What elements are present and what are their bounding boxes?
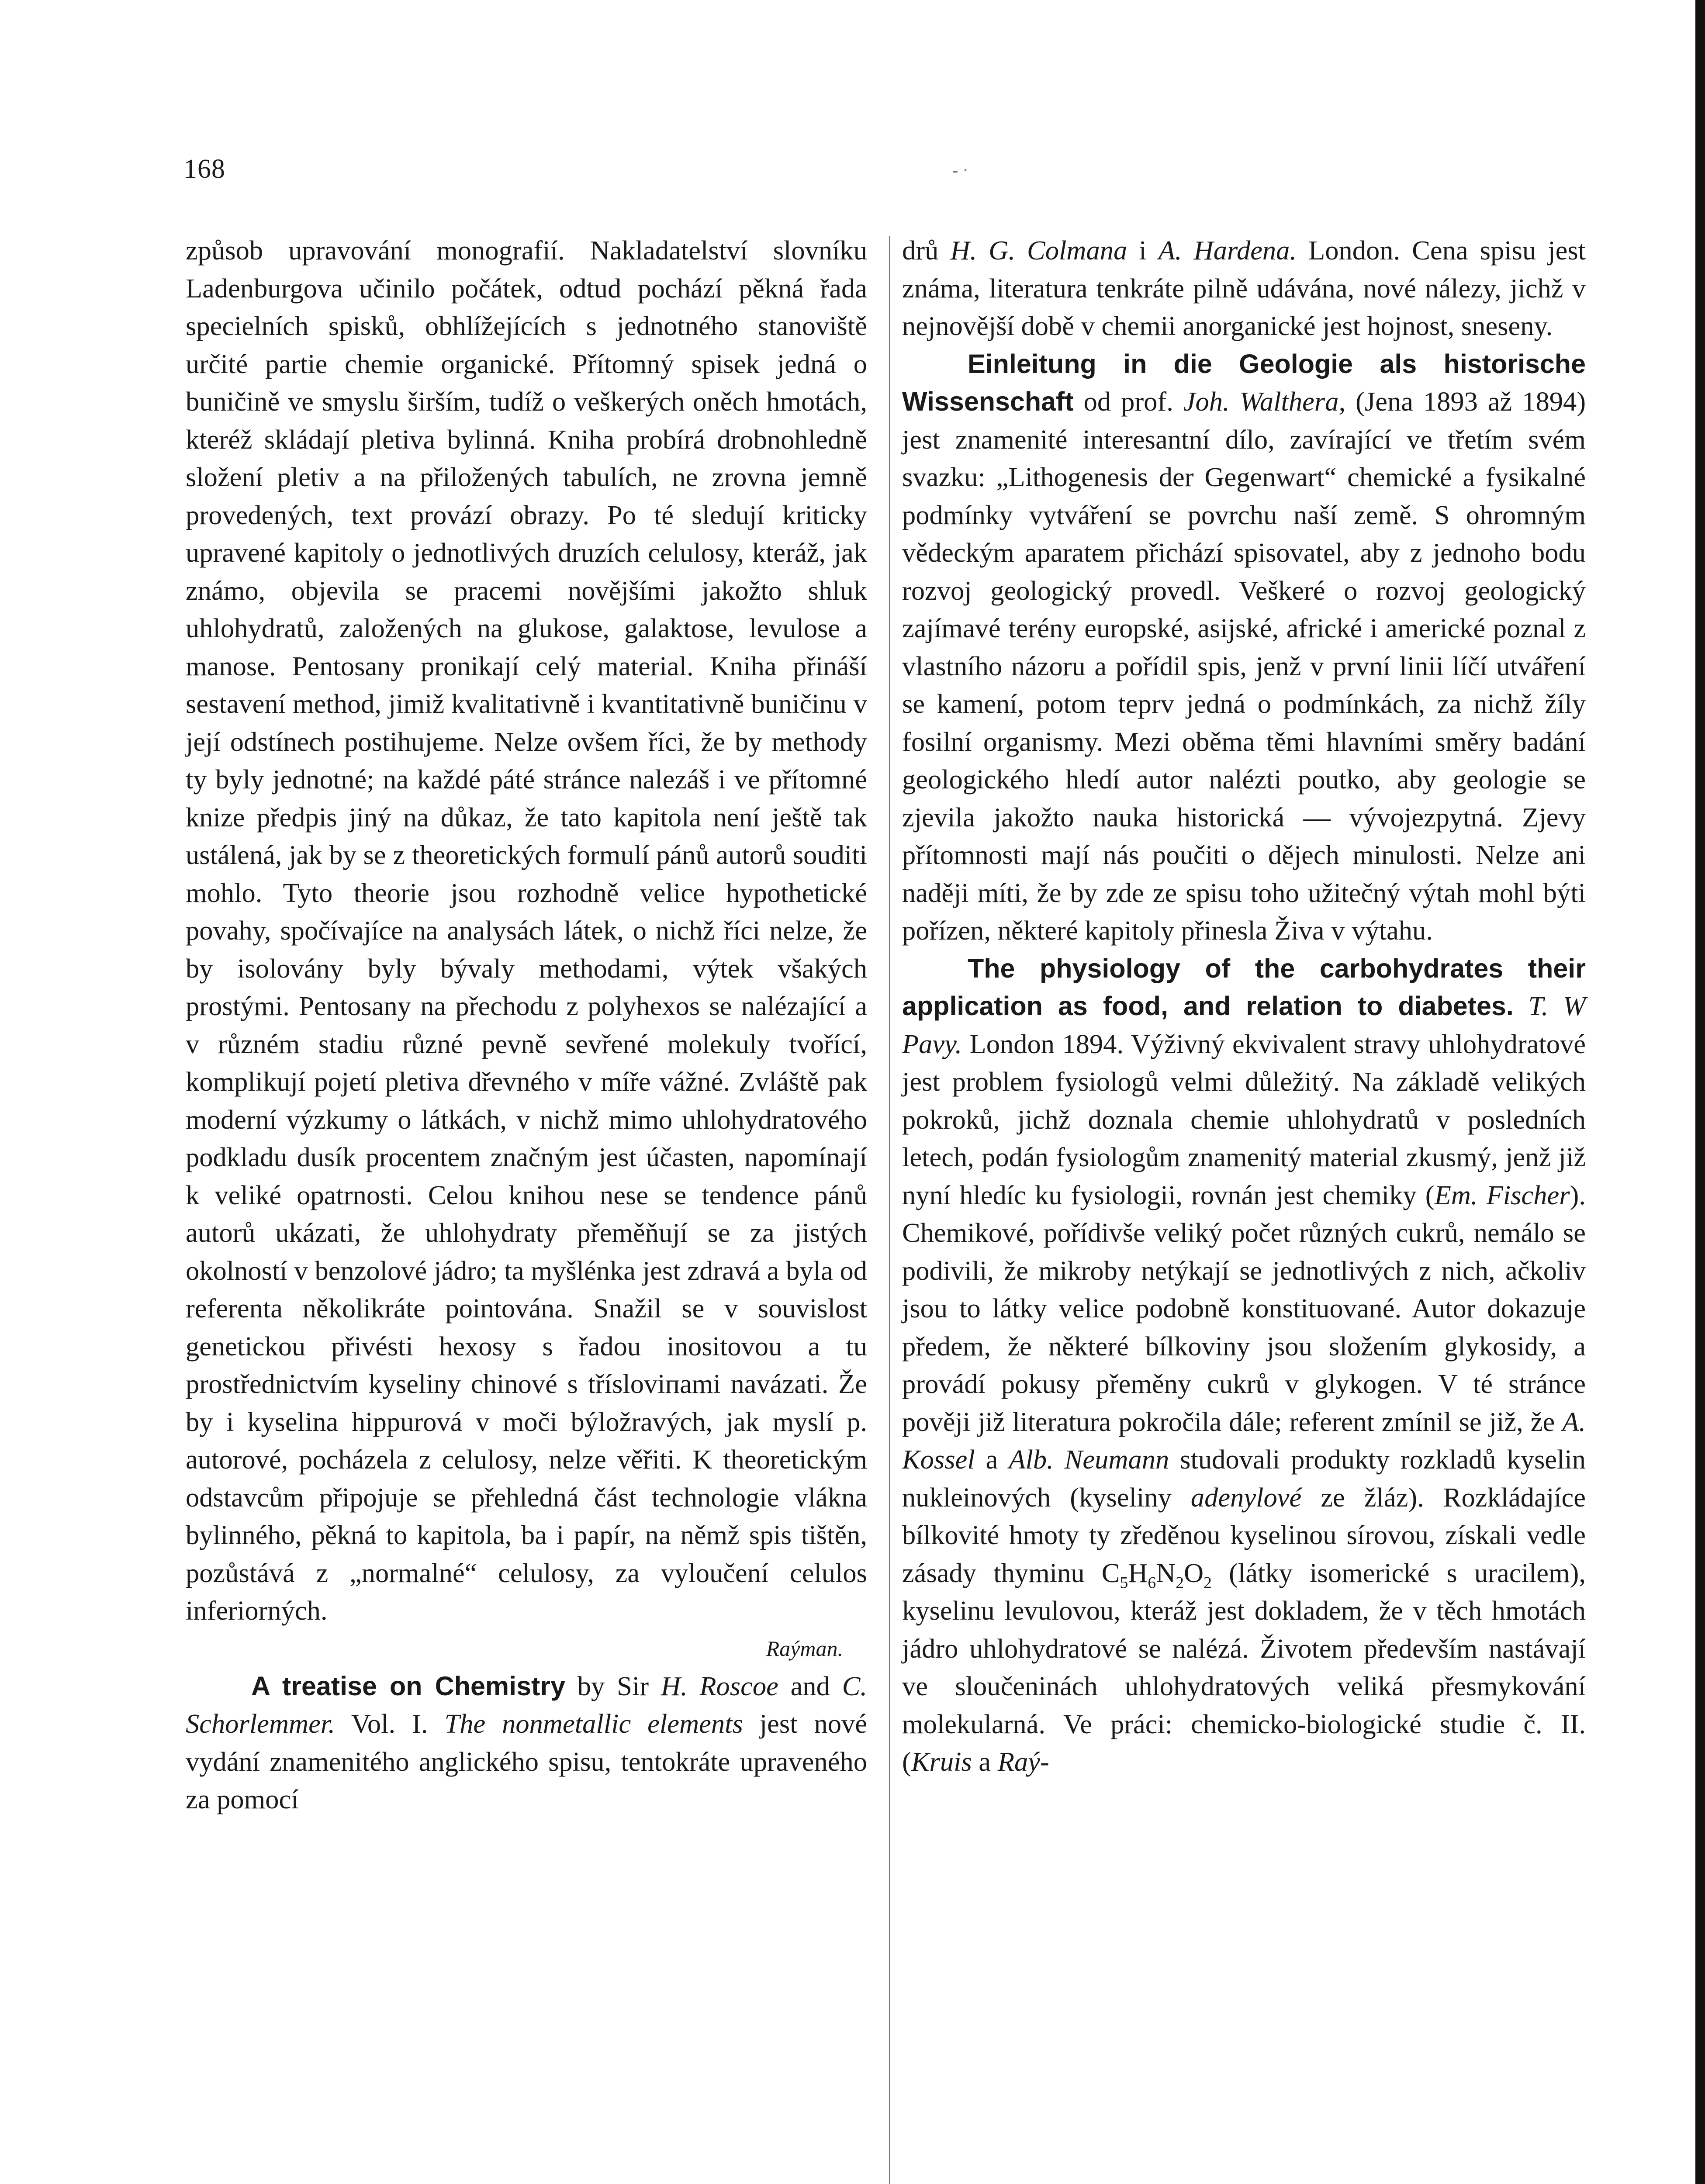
right-column xyxy=(902,232,1586,1781)
author-walther: Joh. Walthera, xyxy=(1183,386,1346,417)
review-geology-paragraph: Einleitung in die Geologie als historische Wissenschaft od prof. Joh. Walthera, (Jena 1893 až 1894) jest znamenité interesantní dílo, zavírající ve třetím svém svazku: „Lithogenesis der Gegenwart“ chemické a fysikalné podmínky vytváření se povrchu naší země. S ohromným vědeckým aparatem přichází spisovatel, aby z jednoho bodu rozvoj geologický provedl. Veškeré o rozvoj geologický zajímavé terény europské, asijské, africké i americké poznal z vlastního názoru a pořídil spis, jenž v první linii líčí utváření se kamení, potom teprv jedná o podmínkách, za nichž žíly fosilní organismy. Mezi oběma těmi hlavními směry badání geologického hledí autor nalézti poutko, aby geologie se zjevila jakožto nauka historická — vývojezpytná. Zjevy přítomnosti mají nás poučiti o dějech minulosti. Nelze ani naději míti, že by zde ze spisu toho užitečný výtah mohl býti pořízen, některé kapitoly přinesla Živa v výtahu. xyxy=(902,349,1586,946)
author-colman: H. G. Colmana xyxy=(950,235,1127,266)
author-neumann: Alb. Neumann xyxy=(1009,1444,1169,1475)
author-kossel: A. Kossel xyxy=(902,1406,1586,1475)
left-column xyxy=(186,232,867,1818)
page-number: 168 xyxy=(183,154,225,184)
stray-print-mark: - · xyxy=(952,160,968,180)
term-adenylove: adenylové xyxy=(1190,1482,1302,1513)
author-harden: A. Hardena. xyxy=(1158,235,1297,266)
author-rayman: Raý- xyxy=(997,1746,1049,1777)
book-title-geologie: Einleitung in die Geologie als historische Wissenschaft xyxy=(902,349,1586,416)
book-subtitle: The nonmetallic elements xyxy=(444,1708,743,1739)
book-title-physiology-carbohydrates: The physiology of the carbohydrates their application as food, and relation to diabetes. xyxy=(902,953,1586,1021)
author-schorlemmer: C. Schorlemmer. xyxy=(186,1670,868,1739)
reviewer-signature: Raýman. xyxy=(766,1636,843,1661)
author-fischer: Em. Fischer xyxy=(1434,1179,1570,1210)
column-divider xyxy=(889,236,890,2184)
review-roscoe-paragraph: A treatise on Chemistry by Sir H. Roscoe and C. Schorlemmer. Vol. I. The nonmetallic elements jest nové vydání znamenitého anglického spisu, tentokráte upraveného za pomocí xyxy=(186,1670,868,1814)
page-edge xyxy=(1695,0,1705,2184)
review-roscoe-continuation: drů H. G. Colmana i A. Hardena. London. Cena spisu jest známa, literatura tenkráte pilně udávána, nové nálezy, jichž v nejnovější době v chemii anorganické jest hojnost, sneseny. xyxy=(902,235,1586,341)
thymine-formula: $C_5H_6N_2O_2$ xyxy=(1101,1557,1212,1592)
book-title-treatise-chemistry: A treatise on Chemistry xyxy=(251,1671,565,1701)
review-carbohydrates-paragraph: The physiology of the carbohydrates their application as food, and relation to diabetes. T. W Pavy. London 1894. Výživný ekvivalent stravy uhlohydratové jest problem fysiologů velmi důležitý. Na základě velikých pokroků, jichž doznala chemie uhlohydratů v posledních letech, podán fysiologům znamenitý material zkusmý, jenž již nyní hledíc ku fysiologii, rovnán jest chemiky (Em. Fischer). Chemikové, pořídivše veliký počet různých cukrů, nemálo se podivili, že mikroby netýkají se jednotlivých z nich, ačkoliv jsou to látky velice podobně konstituované. Autor dokazuje předem, že některé bílkoviny jsou složením glykosidy, a provádí pokusy přeměny cukrů v glykogen. V té stránce pověji již literatura pokročila dále; referent zmínil se již, že A. Kossel a Alb. Neumann studovali produkty rozkladů kyselin nukleinových (kyseliny adenylové ze žláz). Rozkládajíce bílkovité hmoty ty zředěnou kyselinou sírovou, získali vedle zásady thyminu $C_5H_6N_2O_2$ (látky isomerické s uracilem), kyselinu levulovou, kteráž jest dokladem, že v těch hmotách jádro uhlohydratové se nalézá. Životem především nastávají ve sloučeninách uhlohydratových veliká přesmykování molekularná. Ve práci: chemicko-biologické studie č. II. (Kruis a Raý- xyxy=(902,953,1586,1777)
author-pavy: T. W Pavy. xyxy=(902,991,1586,1059)
author-kruis: Kruis xyxy=(911,1746,972,1777)
review-cellulose-paragraph: způsob upravování monografií. Nakladatelství slovníku Ladenburgova učinilo počátek, odtud pochází pěkná řada specielních spisků, obhlížejících s jednotného stanoviště určité partie chemie organické. Přítomný spisek jedná o buničině ve smyslu širším, tudíž o veškerých oněch hmotách, kteréž skládají pletiva bylinná. Kniha probírá drobnohledně složení pletiv a na přiložených tabulích, ne zrovna jemně provedených, text provází obrazy. Po té sledují kriticky upravené kapitoly o jednotlivých druzích celulosy, kteráž, jak známo, objevila se pracemi novějšími jakožto shluk uhlohydratů, založených na glukose, galaktose, levulose a manose. Pentosany pronikají celý material. Kniha přináší sestavení method, jimiž kvalitativně i kvantitativně buničinu v její odstínech postihujeme. Nelze ovšem říci, že by methody ty byly jednotné; na každé páté stránce nalezáš i ve přítomné knize předpis jiný na důkaz, že tato kapitola není ještě tak ustálená, jak by se z theoretických formulí pánů autorů souditi mohlo. Tyto theorie jsou rozhodně velice hypothetické povahy, spočívajíce na analysách látek, o nichž říci nelze, že by isolovány byly bývaly methodami, výtek všakých prostými. Pentosany na přechodu z polyhexos se nalézající a v různém stadiu různé pevně sevřené molekuly tvořící, komplikují pojetí pletiva dřevného v míře vážné. Zvláště pak moderní výzkumy o látkách, v nichž mimo uhlohydratového podkladu dusík procentem značným jest účasten, napomínají k veliké opatrnosti. Celou knihou nese se tendence pánů autorů ukázati, že uhlohydraty přeměňují se za jistých okolností v benzolové jádro; ta myšlénka jest zdravá a byla od referenta několikráte pointována. Snažil se v souvislost genetickou přivésti hexosy s řadou inositovou a tu prostřednictvím kyseliny chinové s třísloviпami navázati. Že by i kyselina hippurová v moči býložravých, jak myslí p. autorové, pocházela z celulosy, nelze věřiti. K theoretickým odstavcům připojuje se přehledná část technologie vlákna bylinného, pěkná to kapitola, ba i papír, na němž spis tištěn, pozůstává z „normalné“ celulosy, za vyloučení celulos inferiorných. xyxy=(186,235,867,1626)
author-roscoe: H. Roscoe xyxy=(661,1670,778,1701)
